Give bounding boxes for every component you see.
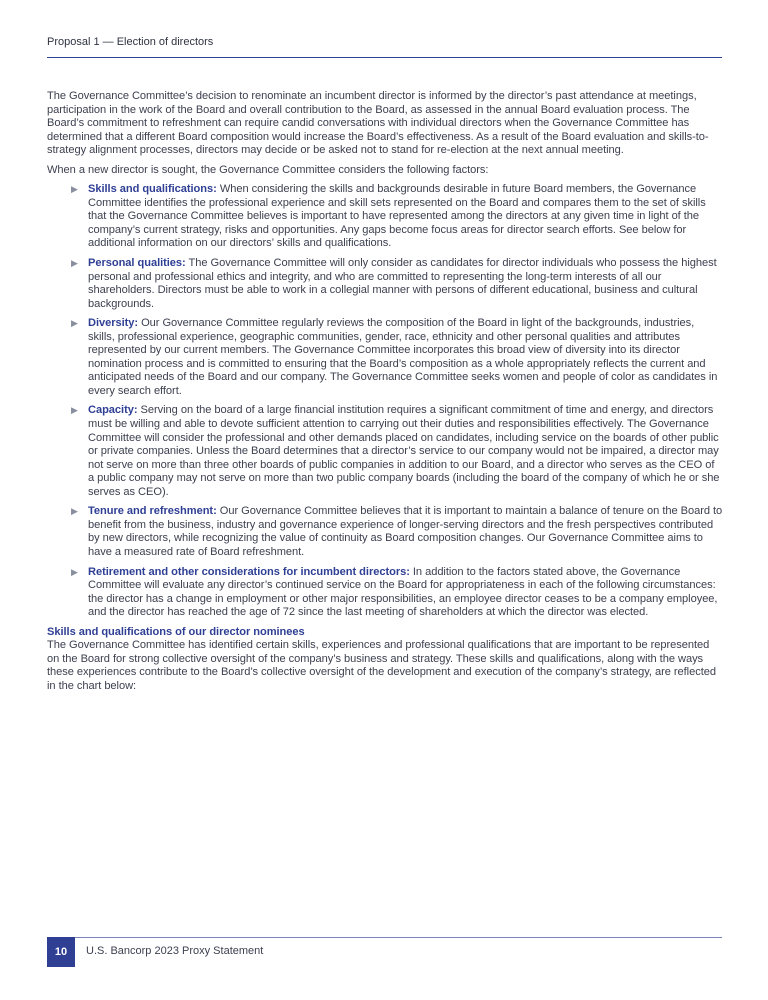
skills-paragraph: The Governance Committee has identified certain skills, experiences and professional qualifications that are important to be represented on the Board for strong collective oversight of the company’s business and strategy. These skills and qualifications, along with the ways these experiences contribute to the Board’s collective oversight of the development and execution of the company’s strategy, are reflected in the chart below: <box>47 639 716 692</box>
section-header: Proposal 1 — Election of directors <box>47 36 214 48</box>
arrow-bullet-icon: ▶ <box>71 506 78 517</box>
arrow-bullet-icon: ▶ <box>71 566 78 577</box>
arrow-bullet-icon: ▶ <box>71 318 78 329</box>
arrow-bullet-icon: ▶ <box>71 184 78 195</box>
factor-lead: Capacity: <box>88 404 138 417</box>
factor-text: Our Governance Committee believes that it is important to maintain a balance of tenure on the Board to benefit from the business, industry and governance experience of longer-serving directors and the fresh perspectives contributed by new directors, while recognizing the value of continuity as Board composition changes. Our Governance Committee aims to have a measured rate of Board refreshment. <box>88 505 723 558</box>
footer-title: U.S. Bancorp 2023 Proxy Statement <box>86 945 264 957</box>
factor-item <box>47 566 723 620</box>
factor-text: Our Governance Committee regularly reviews the composition of the Board in light of the backgrounds, industries, skills, professional experience, geographic communities, gender, race, ethnicity and other personal qualities and attributes represented by our current members. The Governance Committee incorporates this broad view of diversity into its director nomination process and is committed to ensuring that the Board’s composition as a whole appropriately reflects the current and anticipated needs of the Board and our company. The Governance Committee seeks women and people of color as candidates in every search effort. <box>88 317 718 397</box>
factor-item <box>47 404 723 499</box>
header-divider <box>47 57 722 58</box>
factor-text: Serving on the board of a large financial institution requires a significant commitment of time and energy, and directors must be willing and able to devote sufficient attention to carrying out their duties and responsibilities effectively. The Governance Committee will consider the professional and other demands placed on candidates, including service on the boards of other public or private companies. Unless the Board determines that a director’s service to our company would not be impaired, a director may not serve on more than three other boards of public companies in addition to our Board, and a director who serves as the CEO of a public company may not serve on more than two public company boards (including the board of the company of which he or she serves as CEO). <box>88 404 720 498</box>
body-content <box>47 90 723 699</box>
factor-text: When considering the skills and backgrounds desirable in future Board members, the Governance Committee identifies the professional experience and skill sets represented on the Board and compares them to the set of skills that the Governance Committee believes is important to have represented among the directors at any given time in light of the company’s current strategy, risks and opportunities. Any gaps become focus areas for director search efforts. See below for additional information on our directors’ skills and qualifications. <box>88 183 706 250</box>
skills-heading: Skills and qualifications of our director nominees <box>47 625 305 638</box>
factor-item <box>47 257 723 311</box>
factor-item <box>47 317 723 398</box>
factor-text: In addition to the factors stated above, the Governance Committee will evaluate any director’s continued service on the Board for appropriateness in each of the following circumstances: the director has a change in employment or other major responsibilities, an employee director ceases to be a company employee, and the director has reached the age of 72 since the last meeting of shareholders at which the director was elected. <box>88 565 718 619</box>
factor-lead: Retirement and other considerations for incumbent directors: <box>88 565 410 578</box>
factor-text: The Governance Committee will only consider as candidates for director individuals who possess the highest personal and professional ethics and integrity, and who are committed to representing the long-term interests of all our shareholders. Directors must be able to work in a collegial manner with persons of different educational, business and cultural backgrounds. <box>88 257 717 310</box>
arrow-bullet-icon: ▶ <box>71 258 78 269</box>
factor-lead: Skills and qualifications: <box>88 183 217 196</box>
intro-paragraph: The Governance Committee’s decision to renominate an incumbent director is informed by the director’s past attendance at meetings, participation in the work of the Board and overall contribution to the Board, as assessed in the annual Board evaluation process. The Board’s commitment to refreshment can require candid conversations with individual directors when the Governance Committee has determined that a different Board composition would increase the Board’s effectiveness. As a result of the Board evaluation and skills-to-strategy alignment processes, directors may decide or be asked not to stand for re-election at the next annual meeting. <box>47 90 709 157</box>
factor-item <box>47 183 723 251</box>
factor-lead: Tenure and refreshment: <box>88 505 217 518</box>
factor-lead: Diversity: <box>88 317 139 330</box>
factor-item <box>47 505 723 559</box>
page-number: 10 <box>47 937 75 967</box>
factors-intro: When a new director is sought, the Governance Committee considers the following factors: <box>47 163 489 176</box>
factor-lead: Personal qualities: <box>88 257 186 270</box>
arrow-bullet-icon: ▶ <box>71 405 78 416</box>
footer-divider <box>47 937 722 938</box>
factors-list <box>47 183 723 619</box>
